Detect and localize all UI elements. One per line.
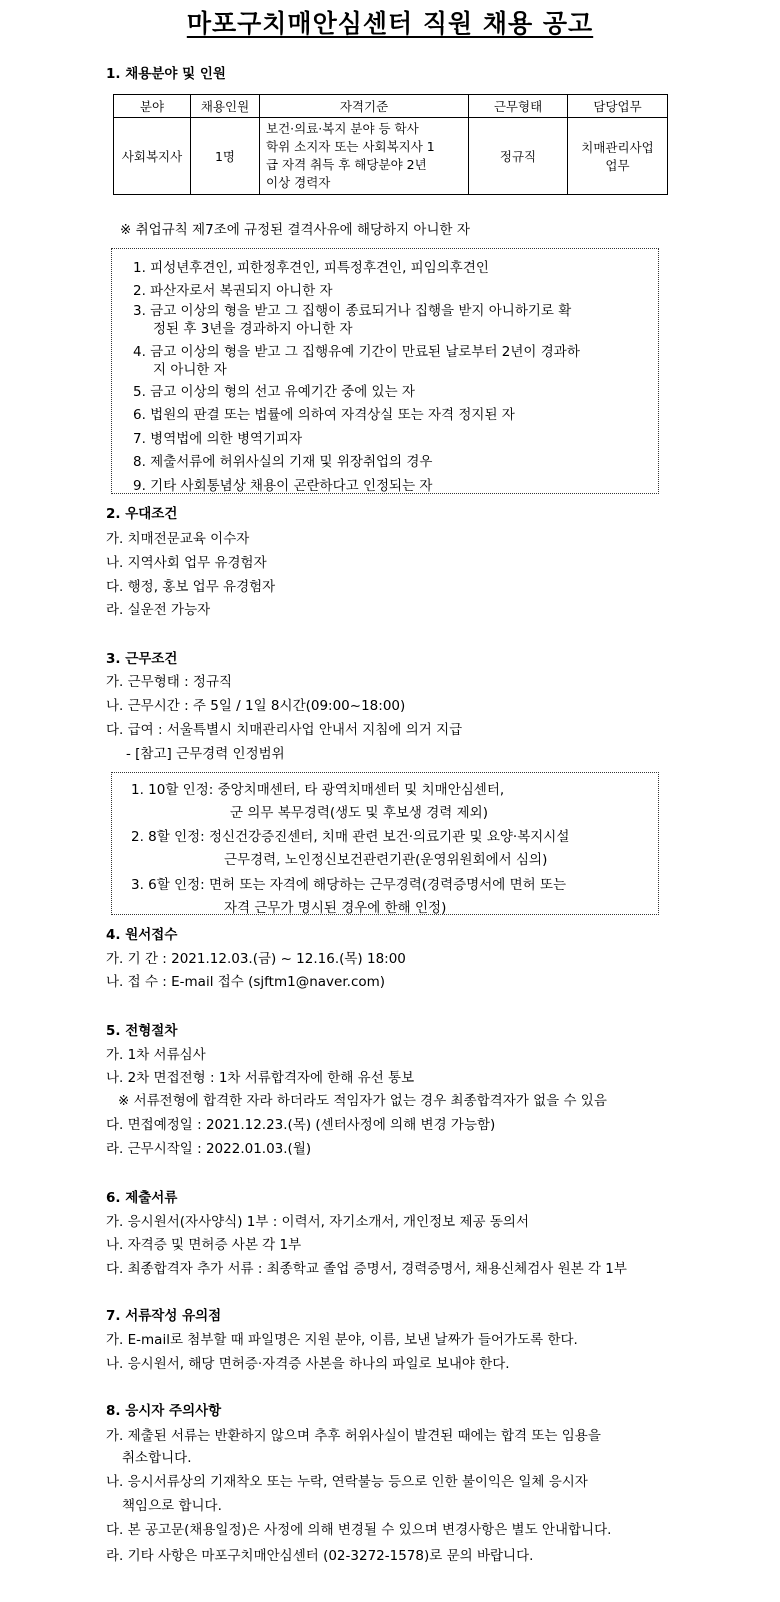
text-line: 가. 1차 서류심사	[106, 1047, 206, 1063]
list-item: 5. 금고 이상의 형의 선고 유예기간 중에 있는 자	[133, 384, 415, 400]
section-heading-documents: 6. 제출서류	[106, 1190, 178, 1206]
text-line: 나. 지역사회 업무 유경험자	[106, 555, 267, 571]
list-item: 자격 근무가 명시된 경우에 한해 인정)	[224, 900, 447, 916]
list-item: 9. 기타 사회통념상 채용이 곤란하다고 인정되는 자	[133, 478, 433, 494]
text-line: 책임으로 합니다.	[122, 1498, 222, 1514]
text-line: 라. 근무시작일 : 2022.01.03.(월)	[106, 1141, 312, 1157]
text-line: ※ 서류전형에 합격한 자라 하더라도 적임자가 없는 경우 최종합격자가 없을 수 있음	[118, 1093, 607, 1109]
list-item: 2. 파산자로서 복권되지 아니한 자	[133, 283, 333, 299]
criteria-line: 학위 소지자 또는 사회복지사 1	[266, 139, 435, 154]
section-heading-procedure: 5. 전형절차	[106, 1023, 178, 1039]
table-header: 담당업무	[568, 95, 668, 118]
text-line: 가. 근무형태 : 정규직	[106, 674, 233, 690]
text-line: 나. 응시서류상의 기재착오 또는 누락, 연락불능 등으로 인한 불이익은 일체 응시자	[106, 1474, 588, 1490]
text-line: 나. 응시원서, 해당 면허증·자격증 사본을 하나의 파일로 보내야 한다.	[106, 1356, 510, 1372]
recruitment-table	[113, 94, 668, 195]
list-item: 4. 금고 이상의 형을 받고 그 집행유예 기간이 만료된 날로부터 2년이 경과하	[133, 344, 580, 360]
text-line: 가. 제출된 서류는 반환하지 않으며 추후 허위사실이 발견된 때에는 합격 또는 임용을	[106, 1428, 601, 1444]
page-title: 마포구치매안심센터 직원 채용 공고	[186, 9, 594, 38]
criteria-line: 보건·의료·복지 분야 등 학사	[266, 121, 419, 136]
list-item: 1. 피성년후견인, 피한정후견인, 피특정후견인, 피임의후견인	[133, 260, 489, 276]
list-item: 근무경력, 노인정신보건관련기관(운영위원회에서 심의)	[224, 852, 548, 868]
table-cell-duty	[568, 118, 668, 195]
section-heading-recruitment: 1. 채용분야 및 인원	[106, 66, 226, 82]
criteria-line: 급 자격 취득 후 해당분야 2년	[266, 157, 427, 172]
table-row	[114, 118, 668, 195]
list-item: 군 의무 복무경력(생도 및 후보생 경력 제외)	[230, 805, 488, 821]
list-item: 3. 6할 인정: 면허 또는 자격에 해당하는 근무경력(경력증명서에 면허 또는	[131, 877, 567, 893]
duty-line: 업무	[605, 158, 630, 173]
text-line: 다. 면접예정일 : 2021.12.23.(목) (센터사정에 의해 변경 가능함)	[106, 1117, 496, 1133]
list-item: 7. 병역법에 의한 병역기피자	[133, 431, 303, 447]
list-item: 8. 제출서류에 허위사실의 기재 및 위장취업의 경우	[133, 454, 433, 470]
section-heading-application: 4. 원서접수	[106, 927, 178, 943]
text-line: 다. 최종합격자 추가 서류 : 최종학교 졸업 증명서, 경력증명서, 채용신체검사 원본 각 1부	[106, 1261, 627, 1277]
section-heading-writing-notes: 7. 서류작성 유의점	[106, 1308, 222, 1324]
section-heading-conditions: 3. 근무조건	[106, 651, 178, 667]
text-line: 다. 급여 : 서울특별시 치매관리사업 안내서 지침에 의거 지급	[106, 722, 463, 738]
duty-line: 치매관리사업	[581, 140, 654, 155]
list-item: 3. 금고 이상의 형을 받고 그 집행이 종료되거나 집행을 받지 아니하기로 확	[133, 303, 572, 319]
text-line: 가. 치매전문교육 이수자	[106, 531, 250, 547]
table-header: 분야	[114, 95, 191, 118]
table-cell-field: 사회복지사	[114, 118, 191, 195]
disqualification-note: ※ 취업규칙 제7조에 규정된 결격사유에 해당하지 아니한 자	[120, 222, 470, 238]
list-item: 2. 8할 인정: 정신건강증진센터, 치매 관련 보건·의료기관 및 요양·복지시설	[131, 829, 570, 845]
text-line: 가. E-mail로 첨부할 때 파일명은 지원 분야, 이름, 보낸 날짜가 들어가도록 한다.	[106, 1332, 578, 1348]
table-cell-type: 정규직	[469, 118, 568, 195]
table-header: 채용인원	[191, 95, 260, 118]
text-line: - [참고] 근무경력 인정범위	[126, 746, 285, 762]
text-line: 가. 응시원서(자사양식) 1부 : 이력서, 자기소개서, 개인정보 제공 동의서	[106, 1214, 529, 1230]
table-header: 근무형태	[469, 95, 568, 118]
text-line: 라. 기타 사항은 마포구치매안심센터 (02-3272-1578)로 문의 바랍니다.	[106, 1548, 534, 1564]
text-line: 나. 접 수 : E-mail 접수 (sjftm1@naver.com)	[106, 974, 386, 990]
text-line: 나. 2차 면접전형 : 1차 서류합격자에 한해 유선 통보	[106, 1070, 415, 1086]
list-item: 지 아니한 자	[153, 362, 227, 378]
table-cell-count: 1명	[191, 118, 260, 195]
list-item: 정된 후 3년을 경과하지 아니한 자	[153, 321, 353, 337]
criteria-line: 이상 경력자	[266, 175, 331, 190]
section-heading-applicant-notes: 8. 응시자 주의사항	[106, 1403, 222, 1419]
table-header-row	[114, 95, 668, 118]
text-line: 가. 기 간 : 2021.12.03.(금) ~ 12.16.(목) 18:00	[106, 951, 406, 967]
list-item: 1. 10할 인정: 중앙치매센터, 타 광역치매센터 및 치매안심센터,	[131, 782, 505, 798]
text-line: 다. 본 공고문(채용일정)은 사정에 의해 변경될 수 있으며 변경사항은 별도 안내합니다.	[106, 1522, 612, 1538]
text-line: 나. 자격증 및 면허증 사본 각 1부	[106, 1237, 302, 1253]
table-cell-criteria	[260, 118, 469, 195]
text-line: 취소합니다.	[122, 1450, 192, 1466]
section-heading-preference: 2. 우대조건	[106, 506, 178, 522]
text-line: 나. 근무시간 : 주 5일 / 1일 8시간(09:00~18:00)	[106, 698, 406, 714]
text-line: 다. 행정, 홍보 업무 유경험자	[106, 579, 276, 595]
table-header: 자격기준	[260, 95, 469, 118]
list-item: 6. 법원의 판결 또는 법률에 의하여 자격상실 또는 자격 정지된 자	[133, 407, 515, 423]
text-line: 라. 실운전 가능자	[106, 602, 211, 618]
